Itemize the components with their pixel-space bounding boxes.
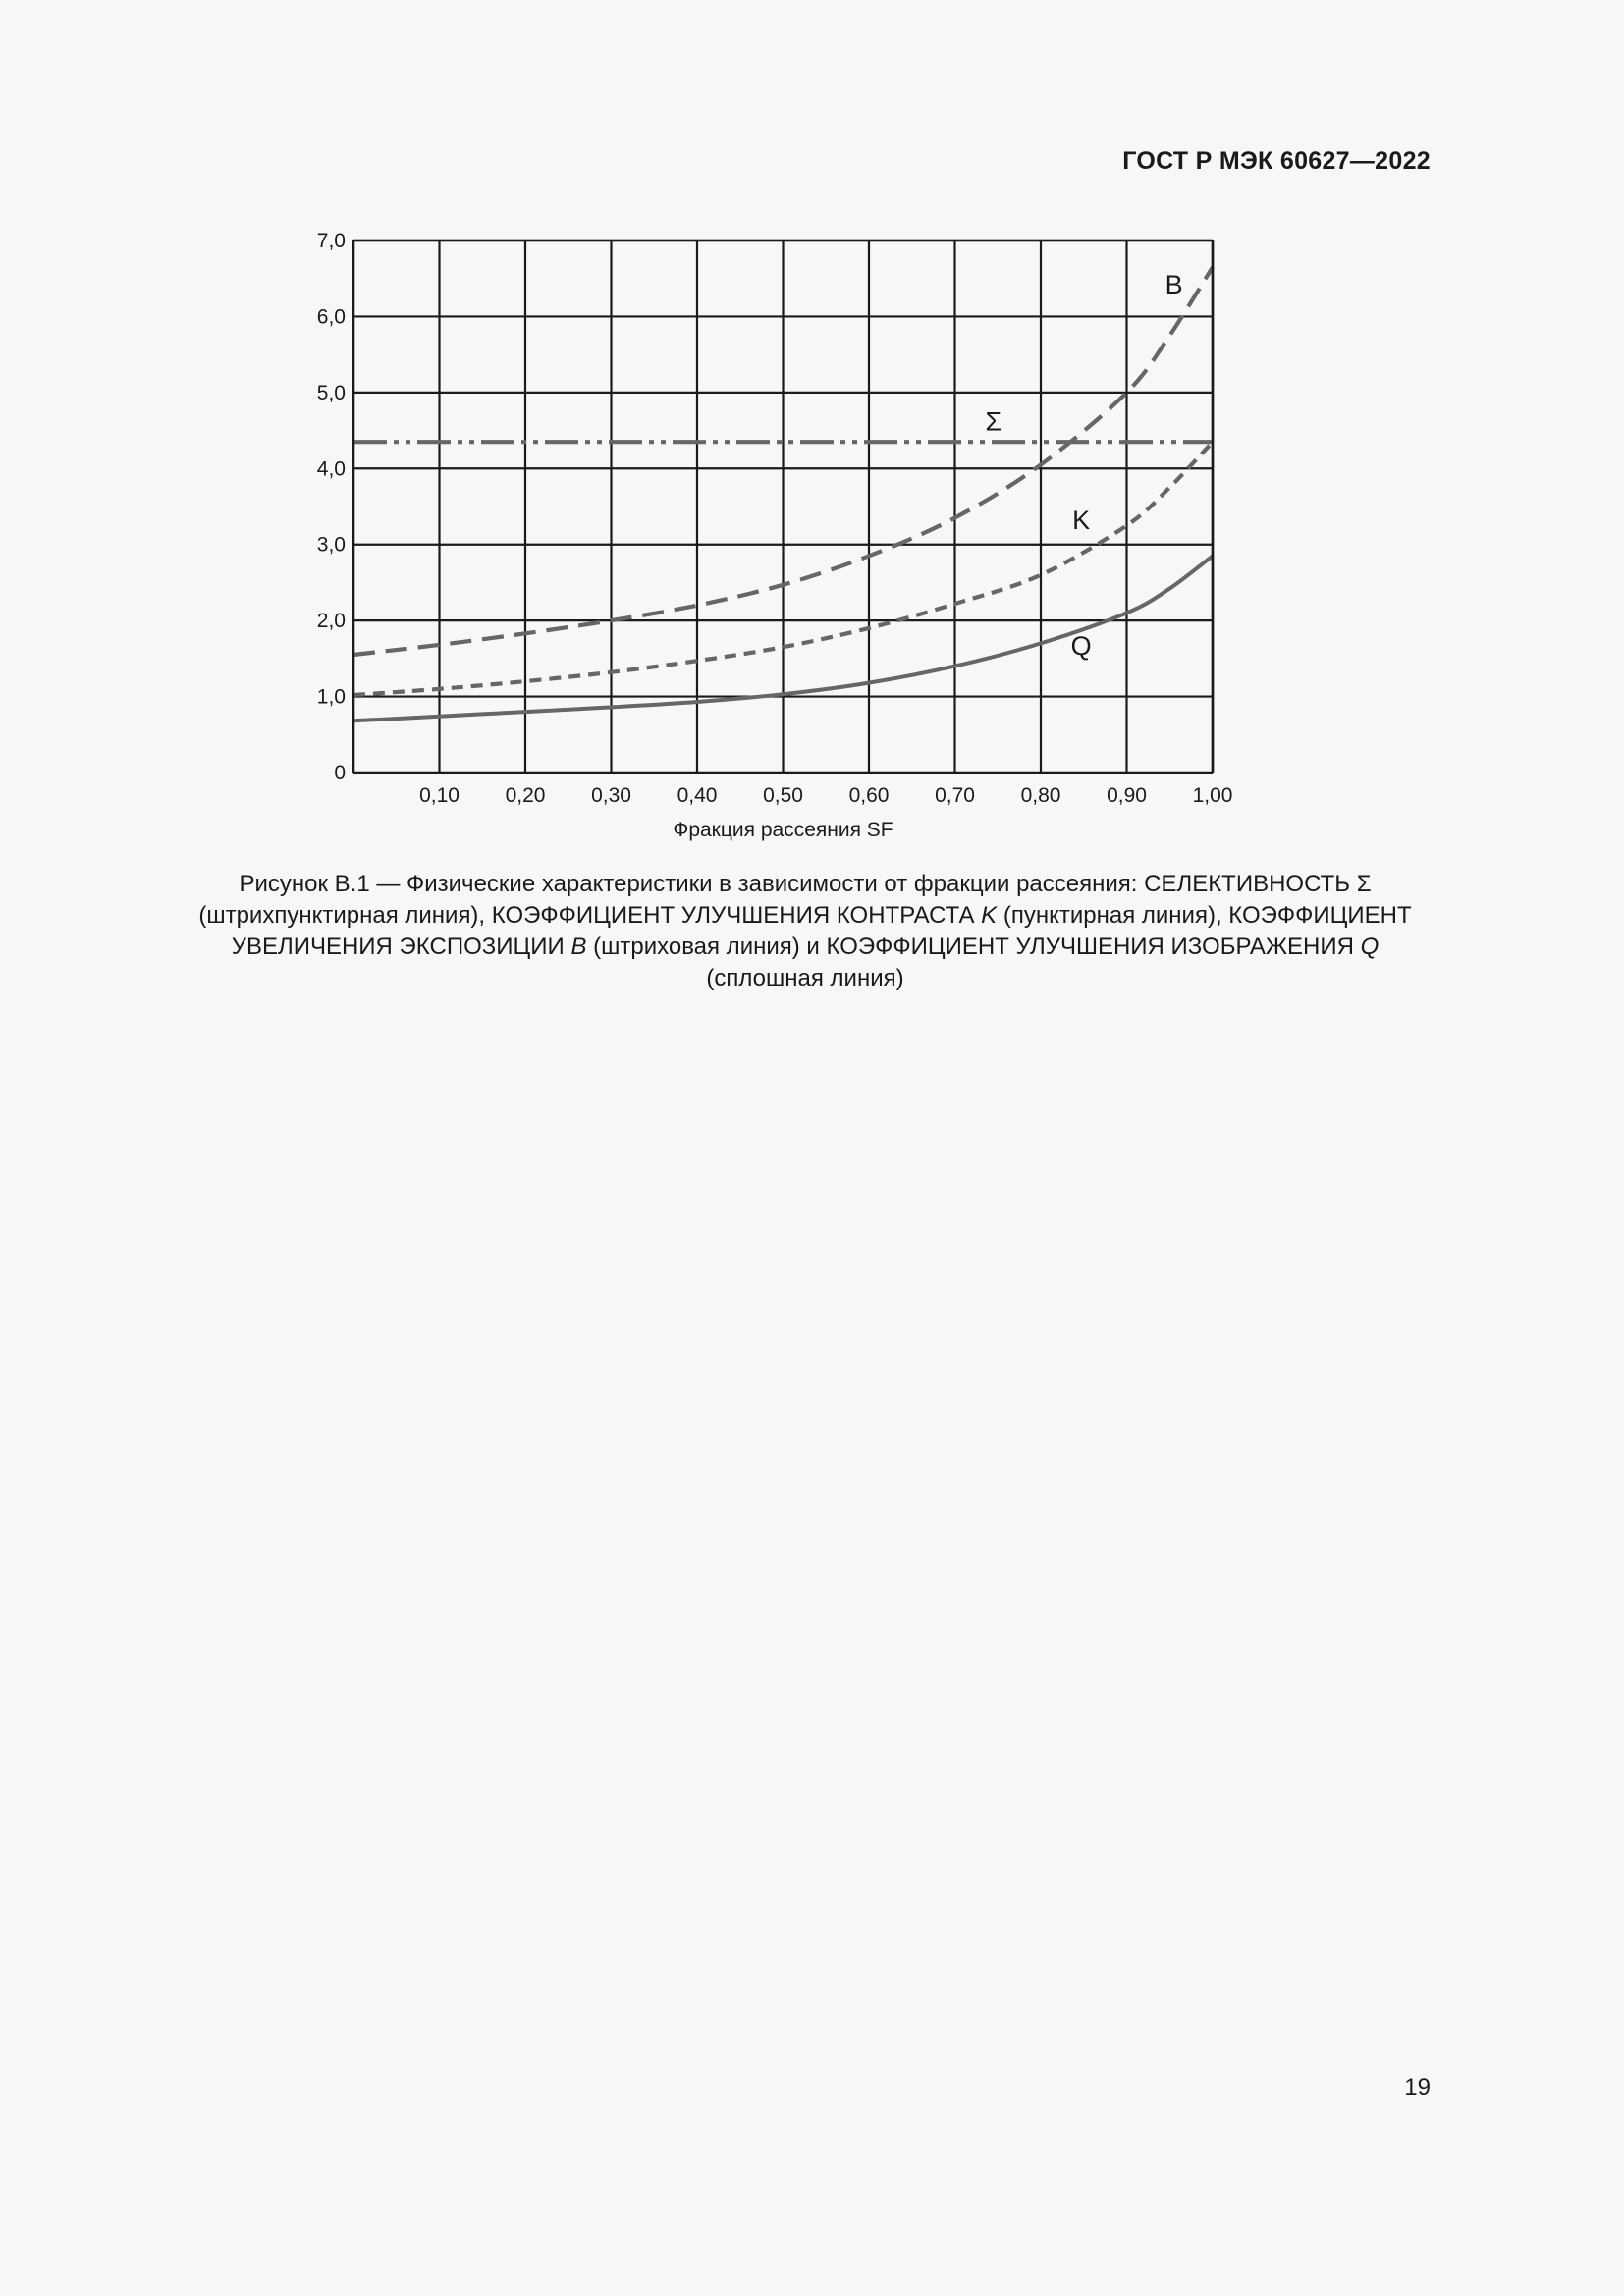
caption-part-1: Рисунок В.1 — Физические характеристики в зависимости от фракции рассеяния: СЕЛЕКТИВНОСТЬ Σ <box>239 871 1372 897</box>
caption-part-2: (штрихпунктирная линия), КОЭФФИЦИЕНТ УЛУЧШЕНИЯ КОНТРАСТА <box>198 902 982 929</box>
chart-container <box>295 221 1257 849</box>
caption-var-q: Q <box>1360 934 1380 960</box>
x-tick-label: 0,10 <box>419 784 460 807</box>
caption-line-2 <box>147 900 1463 932</box>
series-label: Σ <box>985 406 1002 437</box>
series-label: K <box>1072 506 1091 536</box>
caption-line-1 <box>147 869 1463 900</box>
series-label: B <box>1164 270 1183 300</box>
series-label: Q <box>1070 630 1092 661</box>
x-tick-label: 0,30 <box>591 784 631 807</box>
caption-var-b: B <box>570 934 587 960</box>
y-tick-label: 2,0 <box>316 610 346 633</box>
y-tick-label: 0 <box>334 762 346 784</box>
x-tick-label: 1,00 <box>1192 784 1233 807</box>
caption-line-3 <box>147 932 1463 963</box>
y-tick-label: 5,0 <box>316 381 346 404</box>
y-tick-label: 3,0 <box>316 533 346 557</box>
x-tick-label: 0,90 <box>1107 784 1147 807</box>
y-tick-label: 4,0 <box>316 457 346 481</box>
label-layer <box>317 230 1233 841</box>
caption-part-6: (сплошная линия) <box>706 965 904 991</box>
x-tick-label: 0,80 <box>1020 784 1061 807</box>
caption-var-k: K <box>981 902 998 929</box>
x-tick-label: 0,60 <box>848 784 890 807</box>
standard-code-header: ГОСТ Р МЭК 60627—2022 <box>1122 147 1431 175</box>
caption-line-4 <box>147 963 1463 994</box>
y-tick-label: 1,0 <box>316 685 346 709</box>
figure-caption <box>147 869 1463 994</box>
y-tick-label: 7,0 <box>316 230 346 252</box>
x-tick-label: 0,20 <box>505 784 546 807</box>
page-number: 19 <box>1404 2074 1431 2101</box>
x-tick-label: 0,40 <box>677 784 718 807</box>
y-tick-label: 6,0 <box>316 305 346 329</box>
caption-part-4: УВЕЛИЧЕНИЯ ЭКСПОЗИЦИИ <box>231 934 571 960</box>
x-tick-label: 0,50 <box>763 784 803 807</box>
caption-part-5: (штриховая линия) и КОЭФФИЦИЕНТ УЛУЧШЕНИЯ ИЗОБРАЖЕНИЯ <box>586 934 1361 960</box>
chart-svg <box>295 221 1257 849</box>
x-axis-label: Фракция рассеяния SF <box>673 819 893 841</box>
x-tick-label: 0,70 <box>935 784 975 807</box>
caption-part-3: (пунктирная линия), КОЭФФИЦИЕНТ <box>997 902 1412 929</box>
